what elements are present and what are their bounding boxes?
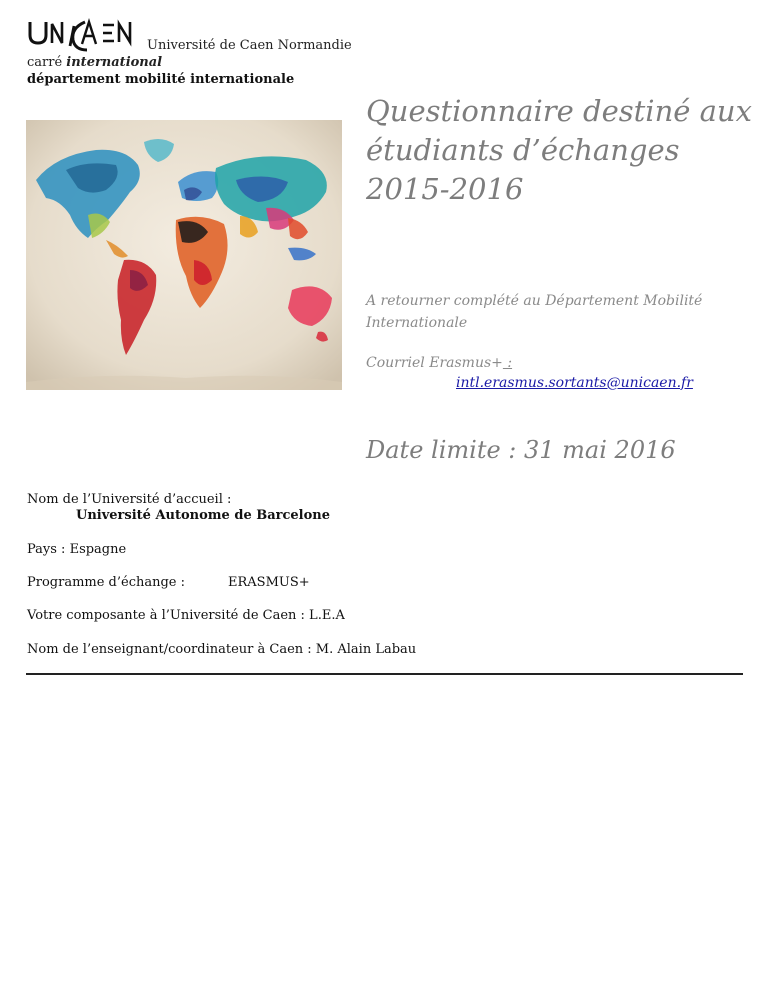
deadline-text: Date limite : 31 mai 2016: [366, 436, 676, 464]
email-label-text: Courriel Erasmus+: [366, 355, 503, 371]
carre-prefix: carré: [27, 55, 63, 70]
email-label-colon: :: [502, 355, 513, 371]
email-label: [366, 355, 512, 371]
country-field: Pays : Espagne: [27, 542, 127, 557]
host-university-value: Université Autonome de Barcelone: [76, 508, 331, 523]
title-line-3: 2015-2016: [366, 172, 524, 206]
document-title: [366, 92, 756, 209]
university-name: Université de Caen Normandie: [147, 38, 352, 53]
coordinator-field: Nom de l’enseignant/coordinateur à Caen : M. Alain Labau: [27, 642, 417, 657]
carre-international: [27, 55, 162, 70]
return-instruction: A retourner complété au Département Mobilité Internationale: [366, 293, 703, 331]
department-name: département mobilité internationale: [27, 72, 295, 87]
unicaen-logo: [27, 16, 133, 54]
host-university-label: Nom de l’Université d’accueil :: [27, 492, 232, 507]
title-line-2: étudiants d’échanges: [366, 133, 680, 167]
world-map-icon: [26, 120, 342, 390]
world-map-image: [26, 120, 342, 390]
section-divider: [26, 673, 743, 675]
title-line-1: Questionnaire destiné aux: [366, 94, 752, 128]
component-field: Votre composante à l’Université de Caen : L.E.A: [27, 608, 345, 623]
program-label: Programme d’échange :: [27, 575, 186, 590]
email-link[interactable]: intl.erasmus.sortants@unicaen.fr: [456, 375, 693, 391]
carre-emph: international: [66, 55, 163, 70]
program-value: ERASMUS+: [228, 575, 310, 590]
